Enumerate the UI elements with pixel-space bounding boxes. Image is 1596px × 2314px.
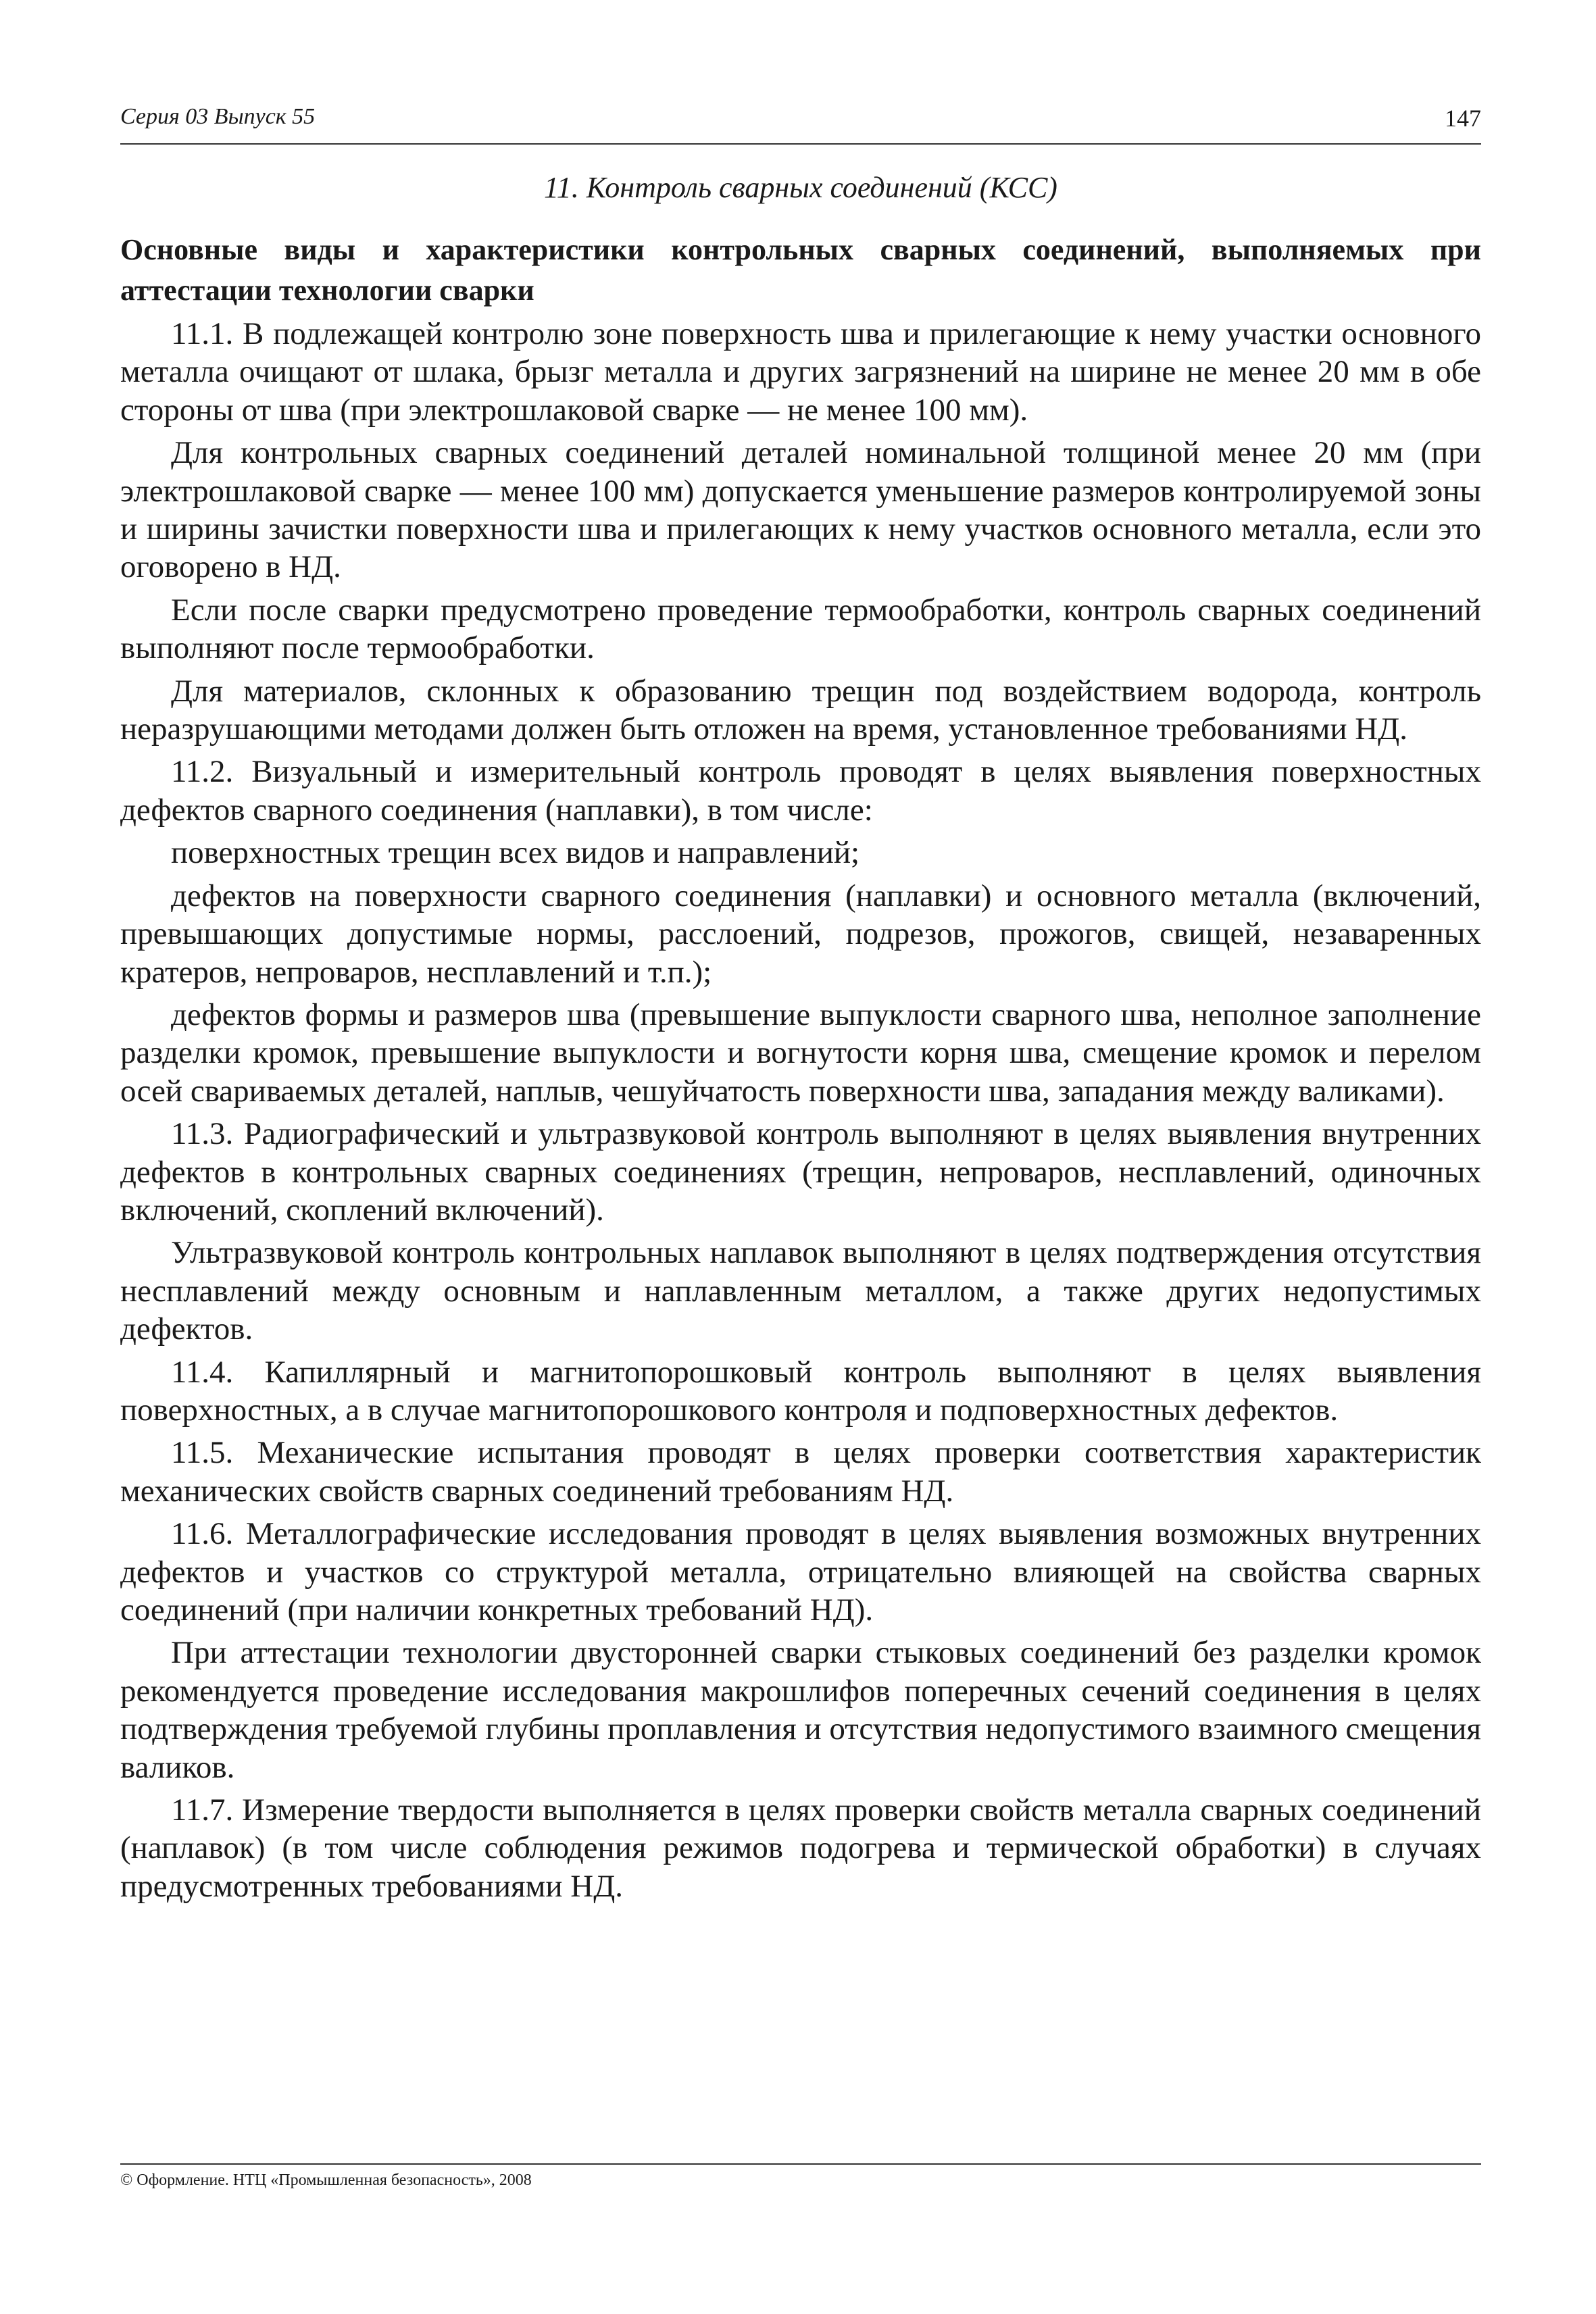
paragraph: Для контрольных сварных соединений деталей номинальной толщиной менее 20 мм (при электрошлаковой сварке — менее 100 мм) допускается уменьшение размеров контролируемой зоны и ширины зачистки поверхности шва и прилегающих к нему участков основного металла, если это оговорено в НД. <box>120 435 1481 585</box>
paragraph: поверхностных трещин всех видов и направлений; <box>171 835 860 871</box>
paragraph: 11.1. В подлежащей контролю зоне поверхность шва и прилегающие к нему участки основного металла очищают от шлака, брызг металла и других загрязнений на ширине не менее 20 мм в обе стороны от шва (при электрошлаковой сварке — не менее 100 мм). <box>120 316 1481 428</box>
running-header <box>120 101 1481 145</box>
paragraph: Для материалов, склонных к образованию трещин под воздействием водорода, контроль неразрушающими методами должен быть отложен на время, установленное требованиями НД. <box>120 673 1481 747</box>
document-page <box>120 101 1481 2263</box>
paragraph: дефектов формы и размеров шва (превышение выпуклости сварного шва, неполное заполнение разделки кромок, превышение выпуклости и вогнутости корня шва, смещение кромок и перелом осей свариваемых деталей, наплыв, чешуйчатость поверхности шва, западания между валиками). <box>120 997 1481 1109</box>
paragraph: дефектов на поверхности сварного соединения (наплавки) и основного металла (включений, превышающих допустимые нормы, расслоений, подрезов, прожогов, свищей, незаваренных кратеров, непроваров, несплавлений и т.п.); <box>120 878 1481 990</box>
page-number: 147 <box>1445 105 1481 132</box>
paragraph: 11.2. Визуальный и измерительный контроль проводят в целях выявления поверхностных дефектов сварного соединения (наплавки), в том числе: <box>120 754 1481 828</box>
paragraph: 11.6. Металлографические исследования проводят в целях выявления возможных внутренних дефектов и участков со структурой металла, отрицательно влияющей на свойства сварных соединений (при наличии конкретных требований НД). <box>120 1516 1481 1628</box>
footer-copyright: © Оформление. НТЦ «Промышленная безопасность», 2008 <box>120 2163 1481 2190</box>
subheading: Основные виды и характеристики контрольных сварных соединений, выполняемых при аттестации технологии сварки <box>120 233 1481 307</box>
paragraph: 11.3. Радиографический и ультразвуковой контроль выполняют в целях выявления внутренних дефектов в контрольных сварных соединениях (трещин, непроваров, несплавлений, одиночных включений, скоплений включений). <box>120 1116 1481 1228</box>
series-label: Серия 03 Выпуск 55 <box>120 104 316 129</box>
paragraph: Ультразвуковой контроль контрольных наплавок выполняют в целях подтверждения отсутствия несплавлений между основным и наплавленным металлом, а также других недопустимых дефектов. <box>120 1235 1481 1347</box>
paragraph: При аттестации технологии двусторонней сварки стыковых соединений без разделки кромок рекомендуется проведение исследования макрошлифов поперечных сечений соединения в целях подтверждения требуемой глубины проплавления и отсутствия недопустимого взаимного смещения валиков. <box>120 1635 1481 1785</box>
paragraph: 11.4. Капиллярный и магнитопорошковый контроль выполняют в целях выявления поверхностных, а в случае магнитопорошкового контроля и подповерхностных дефектов. <box>120 1354 1481 1428</box>
section-title: 11. Контроль сварных соединений (КСС) <box>544 171 1057 204</box>
paragraph: 11.5. Механические испытания проводят в целях проверки соответствия характеристик механических свойств сварных соединений требованиям НД. <box>120 1435 1481 1509</box>
paragraph: 11.7. Измерение твердости выполняется в целях проверки свойств металла сварных соединений (наплавок) (в том числе соблюдения режимов подогрева и термической обработки) в случаях предусмотренных требованиями НД. <box>120 1792 1481 1904</box>
body-text <box>120 315 1481 1910</box>
paragraph: Если после сварки предусмотрено проведение термообработки, контроль сварных соединений выполняют после термообработки. <box>120 592 1481 666</box>
